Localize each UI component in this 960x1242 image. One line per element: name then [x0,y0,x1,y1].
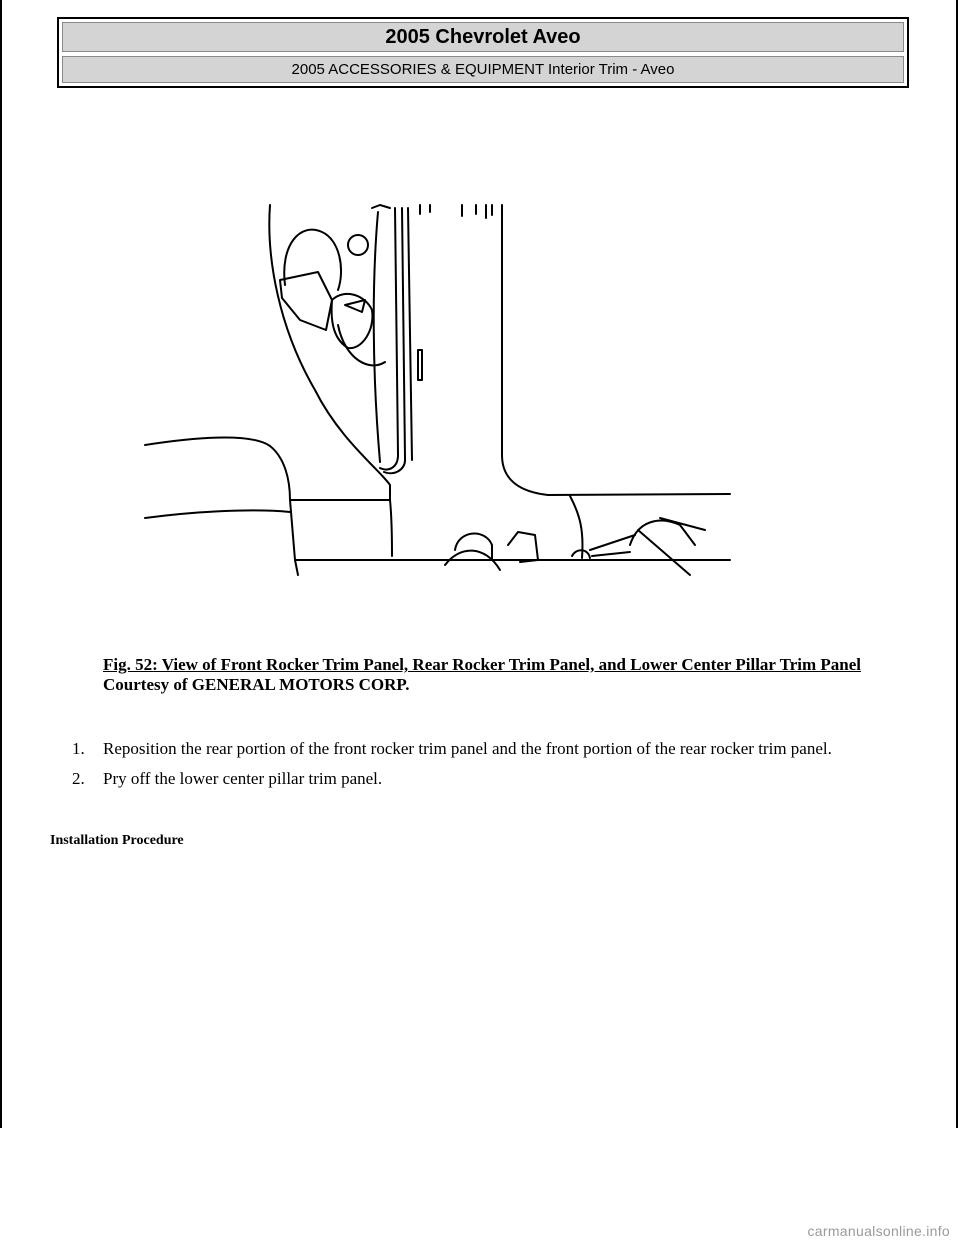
figure-caption-title[interactable]: Fig. 52: View of Front Rocker Trim Panel, Rear Rocker Trim Panel, and Lower Center Pillar Trim Panel [103,655,861,674]
list-item [72,769,902,789]
step-number: 2. [72,769,85,788]
watermark: carmanualsonline.info [807,1223,950,1239]
step-text: Pry off the lower center pillar trim panel. [103,769,383,788]
list-item [72,739,902,759]
trim-panel-illustration [140,200,740,580]
section-heading: Installation Procedure [50,833,184,848]
header-subtitle: 2005 ACCESSORIES & EQUIPMENT Interior Trim - Aveo [62,56,904,83]
footer-area [0,1128,960,1242]
figure-caption-credit: Courtesy of GENERAL MOTORS CORP. [103,675,410,694]
step-text: Reposition the rear portion of the front rocker trim panel and the front portion of the rear rocker trim panel. [103,739,832,758]
header-title: 2005 Chevrolet Aveo [62,22,904,52]
figure-caption [103,655,908,695]
step-number: 1. [72,739,85,758]
document-header [57,17,909,88]
procedure-steps [72,739,902,799]
